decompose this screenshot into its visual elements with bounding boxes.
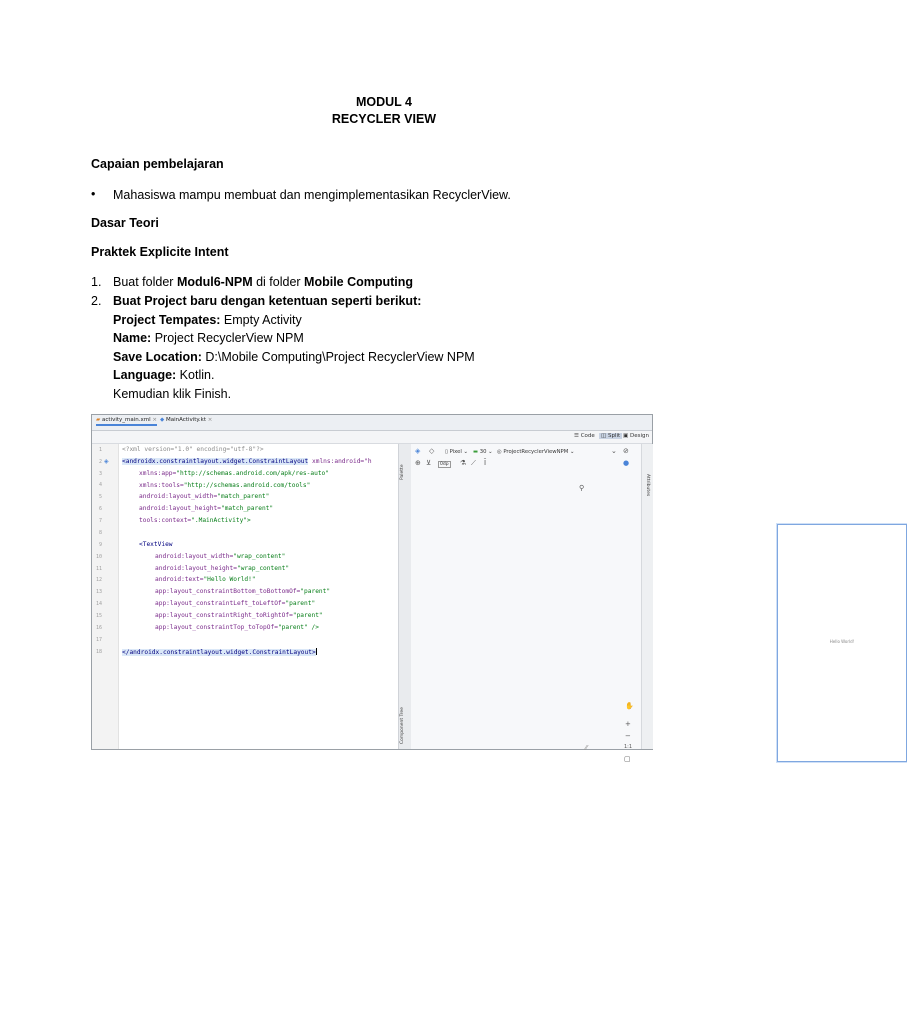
code-icon: ☰ [574,433,579,439]
code-text: </androidx.constraintlayout.widget.ConstraintLayout> [122,648,316,656]
split-mode-button[interactable] [599,433,622,439]
split-icon: ◫ [601,433,607,439]
xml-file-icon: ▰ [96,417,101,423]
code-line [155,600,315,607]
detail-value: Empty Activity [220,313,302,327]
kotlin-file-icon: ◆ [160,417,165,423]
code-line [139,470,329,477]
module-title: MODUL 4 [355,95,413,109]
text-cursor [316,648,317,655]
line-number: 14 [95,601,102,607]
code-text: android:layout_height= [139,505,221,512]
code-line [139,541,173,548]
zoom-to-fit-icon[interactable]: 1:1 [624,744,633,750]
zoom-in-icon[interactable]: + [625,720,631,728]
api-selector[interactable]: ▬ 30 ⌄ [473,449,493,455]
close-icon[interactable]: × [207,417,213,423]
code-text: xmlns:android="h [308,458,372,465]
detail-label: Name: [113,331,152,345]
tab-main-activity[interactable] [160,417,212,423]
infer-constraints-icon[interactable]: ⟋ [471,459,476,467]
code-text: "Hello World!" [203,576,256,583]
code-text: "http://schemas.android.com/apk/res-auto" [176,470,329,477]
step-1 [113,275,413,289]
line-number: 12 [95,577,102,583]
code-text: "parent" [292,612,323,619]
step-text: di folder [252,275,305,289]
editor-tab-bar [92,415,652,431]
line-number: 1 [98,447,102,453]
zoom-icon[interactable]: ⊕ [415,459,421,467]
code-line [139,517,251,524]
heading-praktek: Praktek Explicite Intent [91,245,229,259]
code-text: <TextView [139,541,173,548]
chevron-down-icon[interactable]: ⌄ [611,447,617,455]
layout-preview-canvas[interactable] [777,524,907,762]
code-text: "wrap_content" [233,553,286,560]
zoom-out-icon[interactable]: − [625,732,631,740]
code-text: ".MainActivity"> [191,517,251,524]
code-text: "parent" [285,600,316,607]
step-text: Buat folder [113,275,177,289]
code-text: app:layout_constraintTop_toTopOf= [155,624,278,631]
mode-label: Split [607,433,621,439]
warning-icon[interactable]: ⊘ [623,447,629,455]
line-number: 7 [98,518,102,524]
theme-label: ProjectRecyclerViewNPM [503,449,569,455]
step-bold: Mobile Computing [304,275,414,289]
code-mode-button[interactable] [574,433,595,439]
component-tree-tab[interactable]: Component Tree [400,707,405,744]
module-subtitle: RECYCLER VIEW [331,112,437,126]
blueprint-icon[interactable]: ◇ [429,447,435,455]
design-mode-button[interactable] [623,433,649,439]
detail-template [113,313,302,327]
code-line [155,576,256,583]
code-text: "wrap_content" [236,565,290,572]
line-number: 10 [95,554,102,560]
code-line [155,553,285,560]
code-line [155,624,319,631]
code-line [122,446,264,453]
code-text: <androidx.constraintlayout.widget.ConstraintLayout [122,458,309,465]
palette-tab[interactable]: Palette [400,464,405,480]
device-label: Pixel [449,449,462,455]
line-number-gutter [92,444,119,749]
code-text: app:layout_constraintBottom_toBottomOf= [155,588,301,595]
theme-selector[interactable]: ◎ ProjectRecyclerViewNPM ⌄ [497,449,575,455]
code-text: "http://schemas.android.com/tools" [183,482,311,489]
view-mode-bar [92,431,652,444]
line-number: 3 [98,471,102,477]
pin-icon[interactable]: ⚲ [579,484,585,492]
code-text: xmlns:app= [139,470,177,477]
finish-instruction: Kemudian klik Finish. [113,387,232,401]
tab-label: MainActivity.kt [165,417,206,423]
line-number: 13 [95,589,102,595]
tab-activity-main[interactable] [96,417,157,426]
bullet-dot: • [91,187,96,201]
line-number: 18 [95,649,102,655]
line-number: 9 [98,542,102,548]
code-text: android:layout_width= [155,553,234,560]
line-number: 8 [98,530,102,536]
code-line [122,458,372,465]
detail-name [113,331,304,345]
mode-label: Code [580,433,595,439]
code-text: android:layout_height= [155,565,237,572]
code-text: android:text= [155,576,204,583]
detail-language [113,368,214,382]
code-text: tools:context= [139,517,192,524]
code-text: app:layout_constraintRight_toRightOf= [155,612,293,619]
pan-hand-icon[interactable]: ✋ [625,702,634,710]
code-text: app:layout_constraintLeft_toLeftOf= [155,600,286,607]
line-number: 17 [95,637,102,643]
code-text: xmlns:tools= [139,482,184,489]
attributes-tab[interactable]: Attributes [645,474,650,497]
detail-save-location [113,350,475,364]
tab-label: activity_main.xml [101,417,151,423]
fit-screen-icon[interactable]: ▢ [624,755,631,763]
heading-capaian: Capaian pembelajaran [91,157,224,171]
design-surface-icon[interactable]: ◈ [415,447,421,455]
clear-constraints-icon[interactable]: ⚗ [460,459,467,467]
code-text: "match_parent" [220,505,274,512]
code-text: <?xml version="1.0" encoding="utf-8"?> [122,446,264,453]
detail-label: Language: [113,368,177,382]
step-bold: Modul6-NPM [176,275,253,289]
code-text: "parent" [300,588,331,595]
default-margin-chip[interactable]: 0dp [440,462,449,467]
design-preview-gutter-icon[interactable]: ◈ [104,458,109,465]
bullet-item: Mahasiswa mampu membuat dan mengimplementasikan RecyclerView. [113,188,511,202]
line-number: 5 [98,494,102,500]
design-icon: ▣ [623,433,629,439]
line-number: 2 [98,459,102,465]
heading-dasar-teori: Dasar Teori [91,216,159,230]
code-line [155,588,330,595]
code-text: "match_parent" [217,493,270,500]
code-text: "parent" /> [277,624,319,631]
info-icon[interactable]: ● [623,459,630,467]
code-line [139,493,269,500]
attributes-strip [641,444,653,749]
detail-value: Project RecyclerView NPM [151,331,304,345]
detail-label: Project Tempates: [113,313,221,327]
step-2: Buat Project baru dengan ketentuan seperti berikut: [113,294,422,308]
api-label: 30 [479,449,487,455]
side-panel-strip [398,444,412,749]
close-icon[interactable]: × [152,417,157,423]
line-number: 11 [95,566,102,572]
code-editor[interactable] [119,444,399,749]
step-number: 1. [91,275,102,289]
line-number: 15 [95,613,102,619]
mode-label: Design [629,433,649,439]
line-number: 16 [95,625,102,631]
baseline-icon[interactable]: Ĩ [484,459,487,467]
code-line [122,648,317,656]
line-number: 6 [98,506,102,512]
resize-handle-icon[interactable]: ⁄⁄ [585,744,588,752]
code-line [139,482,310,489]
detail-value: Kotlin. [176,368,215,382]
hello-world-textview[interactable]: Hello World! [829,639,855,644]
code-line [139,505,273,512]
orientation-icon[interactable]: ⊻ [426,459,432,467]
ide-screenshot [91,414,855,763]
device-selector[interactable]: ▯ Pixel ⌄ [445,449,468,455]
line-number: 4 [98,482,102,488]
step-number: 2. [91,294,102,308]
code-line [155,612,323,619]
detail-label: Save Location: [113,350,202,364]
detail-value: D:\Mobile Computing\Project RecyclerView NPM [201,350,475,364]
code-text: android:layout_width= [139,493,218,500]
code-line [155,565,289,572]
